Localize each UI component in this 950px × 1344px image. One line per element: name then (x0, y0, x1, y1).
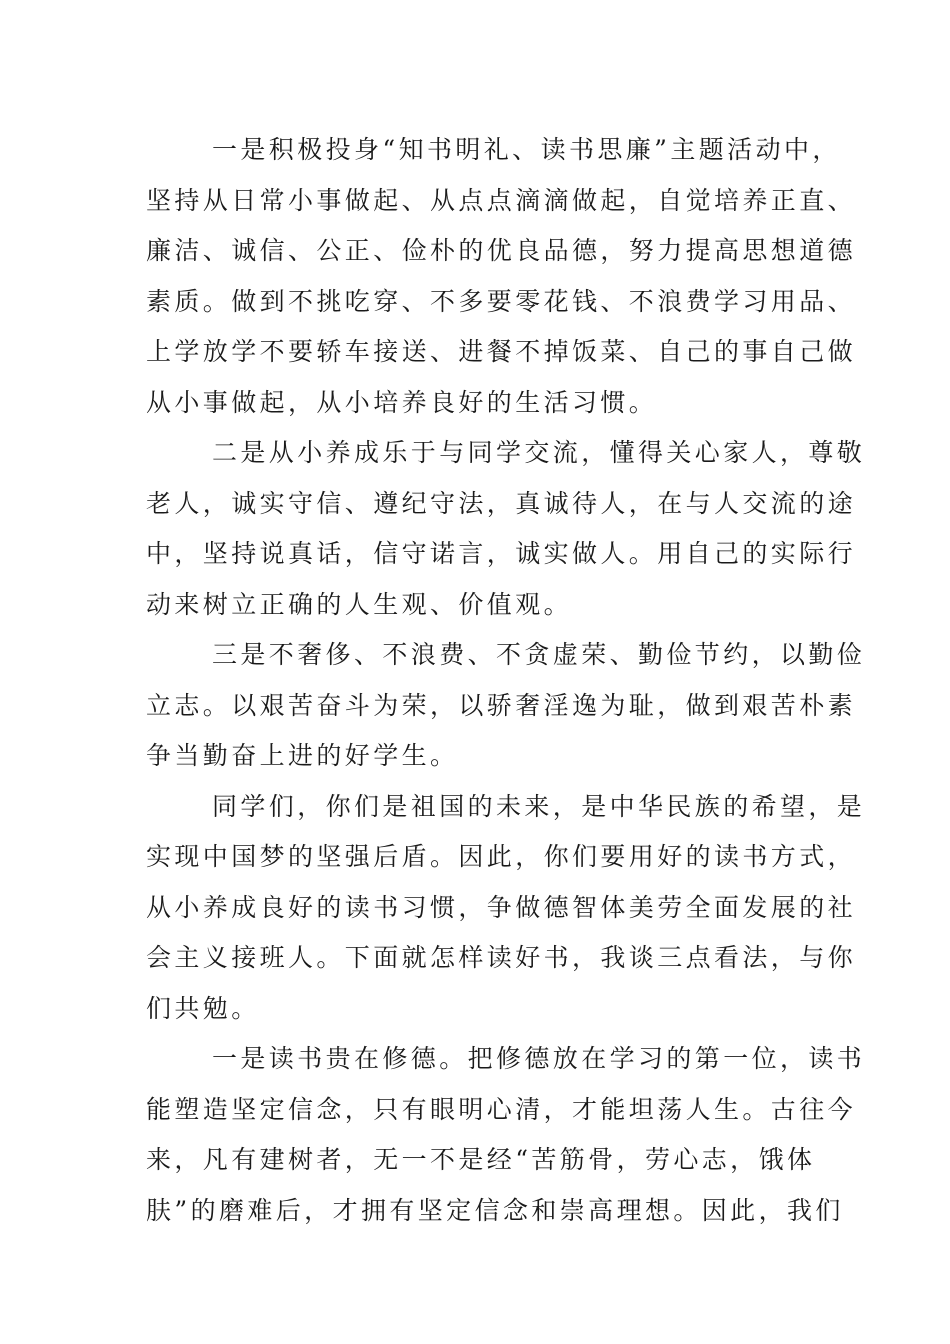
text-line: 老人，诚实守信、遵纪守法，真诚待人，在与人交流的途 (146, 488, 857, 518)
text-line: 同学们，你们是祖国的未来，是中华民族的希望，是 (212, 791, 866, 821)
text-line: 从小事做起，从小培养良好的生活习惯。 (146, 387, 658, 417)
paragraph-2 (146, 428, 866, 630)
text-line: 来，凡有建树者，无一不是经“苦筋骨，劳心志，饿体 (146, 1145, 816, 1174)
text-line: 能塑造坚定信念，只有眼明心清，才能坦荡人生。古往今 (146, 1094, 857, 1124)
text-line: 肤”的磨难后，才拥有坚定信念和崇高理想。因此，我们 (146, 1195, 844, 1225)
text-line: 实现中国梦的坚强后盾。因此，你们要用好的读书方式， (146, 842, 857, 871)
paragraph-5 (146, 1034, 866, 1236)
text-line: 动来树立正确的人生观、价值观。 (146, 589, 573, 619)
text-line: 一是积极投身“知书明礼、读书思廉”主题活动中， (212, 135, 841, 164)
text-line: 们共勉。 (146, 993, 260, 1023)
text-line: 素质。做到不挑吃穿、不多要零花钱、不浪费学习用品、 (146, 286, 857, 316)
paragraph-1 (146, 125, 857, 428)
text-line: 二是从小养成乐于与同学交流，懂得关心家人，尊敬 (212, 438, 866, 467)
document-body (146, 125, 866, 1236)
text-line: 会主义接班人。下面就怎样读好书，我谈三点看法，与你 (146, 943, 857, 972)
text-line: 廉洁、诚信、公正、俭朴的优良品德，努力提高思想道德 (146, 236, 857, 265)
text-line: 三是不奢侈、不浪费、不贪虚荣、勤俭节约，以勤俭 (212, 640, 866, 669)
text-line: 立志。以艰苦奋斗为荣，以骄奢淫逸为耻，做到艰苦朴素 (146, 690, 857, 720)
text-line: 一是读书贵在修德。把修德放在学习的第一位，读书 (212, 1044, 866, 1073)
text-line: 坚持从日常小事做起、从点点滴滴做起，自觉培养正直、 (146, 185, 857, 215)
paragraph-3 (146, 630, 866, 782)
text-line: 从小养成良好的读书习惯，争做德智体美劳全面发展的社 (146, 892, 857, 922)
text-line: 争当勤奋上进的好学生。 (146, 741, 459, 770)
paragraph-4 (146, 782, 866, 1035)
text-line: 中，坚持说真话，信守诺言，诚实做人。用自己的实际行 (146, 539, 857, 568)
text-line: 上学放学不要轿车接送、进餐不掉饭菜、自己的事自己做 (146, 337, 857, 366)
